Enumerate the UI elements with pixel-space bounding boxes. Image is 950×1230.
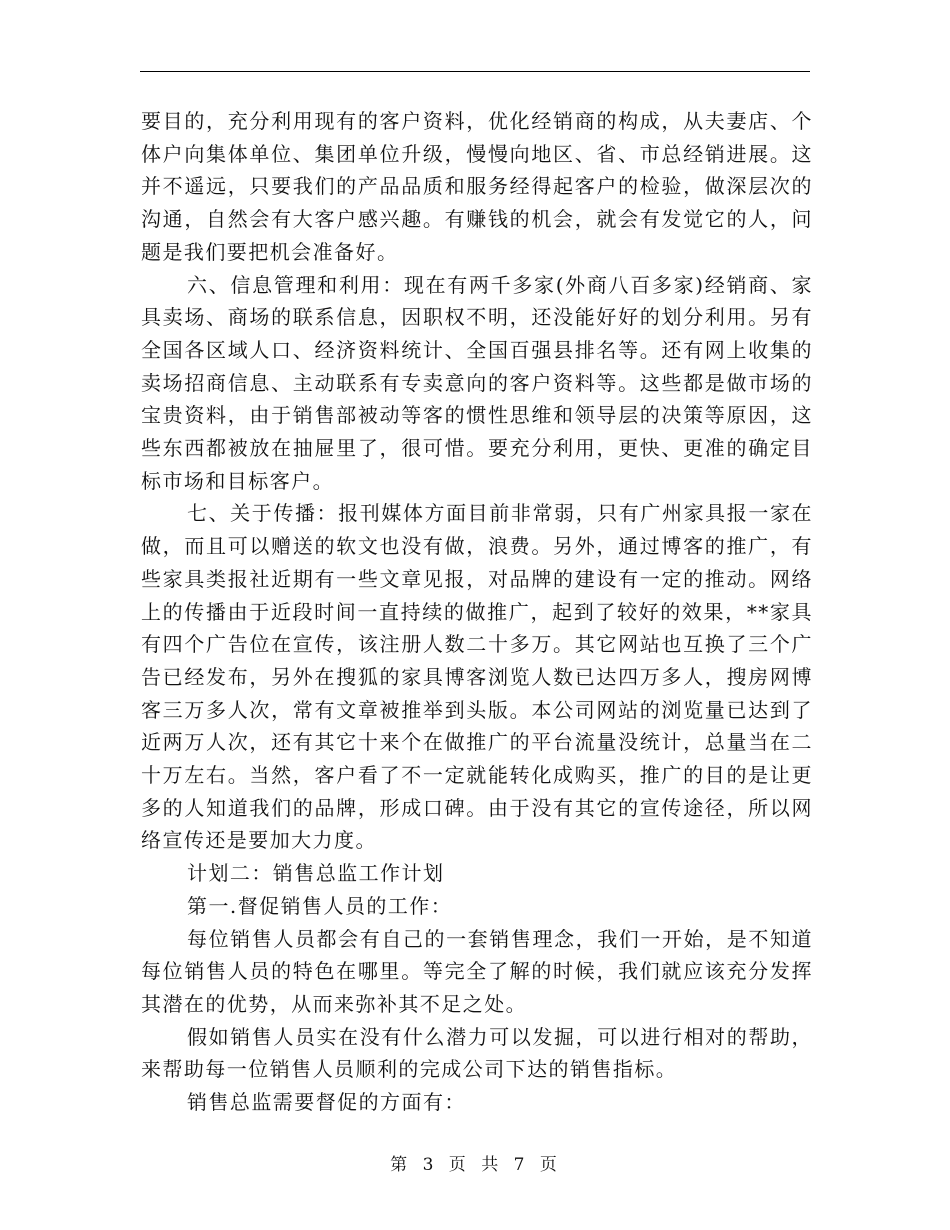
paragraph-help-salespeople: 假如销售人员实在没有什么潜力可以发掘，可以进行相对的帮助，来帮助每一位销售人员顺利的完成公司下达的销售指标。: [141, 1024, 813, 1082]
paragraph-communication: 七、关于传播：报刊媒体方面目前非常弱，只有广州家具报一家在做，而且可以赠送的软文也没有做，浪费。另外，通过博客的推广，有些家具类报社近期有一些文章见报，对品牌的建设有一定的推动。网络上的传播由于近段时间一直持续的做推广，起到了较好的效果，**家具有四个广告位在宣传，该注册人数二十多万。其它网站也互换了三个广告已经发布，另外在搜狐的家具博客浏览人数已达四万多人，搜房网博客三万多人次，常有文章被推举到头版。本公司网站的浏览量已达到了近两万人次，还有其它十来个在做推广的平台流量没统计，总量当在二十万左右。当然，客户看了不一定就能转化成购买，推广的目的是让更多的人知道我们的品牌，形成口碑。由于没有其它的宣传途径，所以网络宣传还是要加大力度。: [141, 501, 813, 853]
paragraph-continuation: 要目的，充分利用现有的客户资料，优化经销商的构成，从夫妻店、个体户向集体单位、集团单位升级，慢慢向地区、省、市总经销进展。这并不遥远，只要我们的产品品质和服务经得起客户的检验，做深层次的沟通，自然会有大客户感兴趣。有赚钱的机会，就会有发觉它的人，问题是我们要把机会准备好。: [141, 109, 813, 264]
subheading-supervise: 第一.督促销售人员的工作：: [187, 893, 453, 918]
paragraph-supervision-aspects: 销售总监需要督促的方面有：: [187, 1090, 466, 1115]
section-heading-plan-two: 计划二：销售总监工作计划: [187, 861, 445, 886]
paragraph-info-management: 六、信息管理和利用：现在有两千多家(外商八百多家)经销商、家具卖场、商场的联系信息，因职权不明，还没能好好的划分利用。另有全国各区域人口、经济资料统计、全国百强县排名等。还有网上收集的卖场招商信息、主动联系有专卖意向的客户资料等。这些都是做市场的宝贵资料，由于销售部被动等客的惯性思维和领导层的决策等原因，这些东西都被放在抽屉里了，很可惜。要充分利用，更快、更准的确定目标市场和目标客户。: [141, 272, 813, 493]
paragraph-sales-philosophy: 每位销售人员都会有自己的一套销售理念，我们一开始，是不知道每位销售人员的特色在哪里。等完全了解的时候，我们就应该充分发挥其潜在的优势，从而来弥补其不足之处。: [141, 926, 813, 1016]
header-rule: [140, 71, 810, 72]
body-text: [141, 105, 813, 1119]
page-number: 第 3 页 共 7 页: [390, 1155, 560, 1175]
